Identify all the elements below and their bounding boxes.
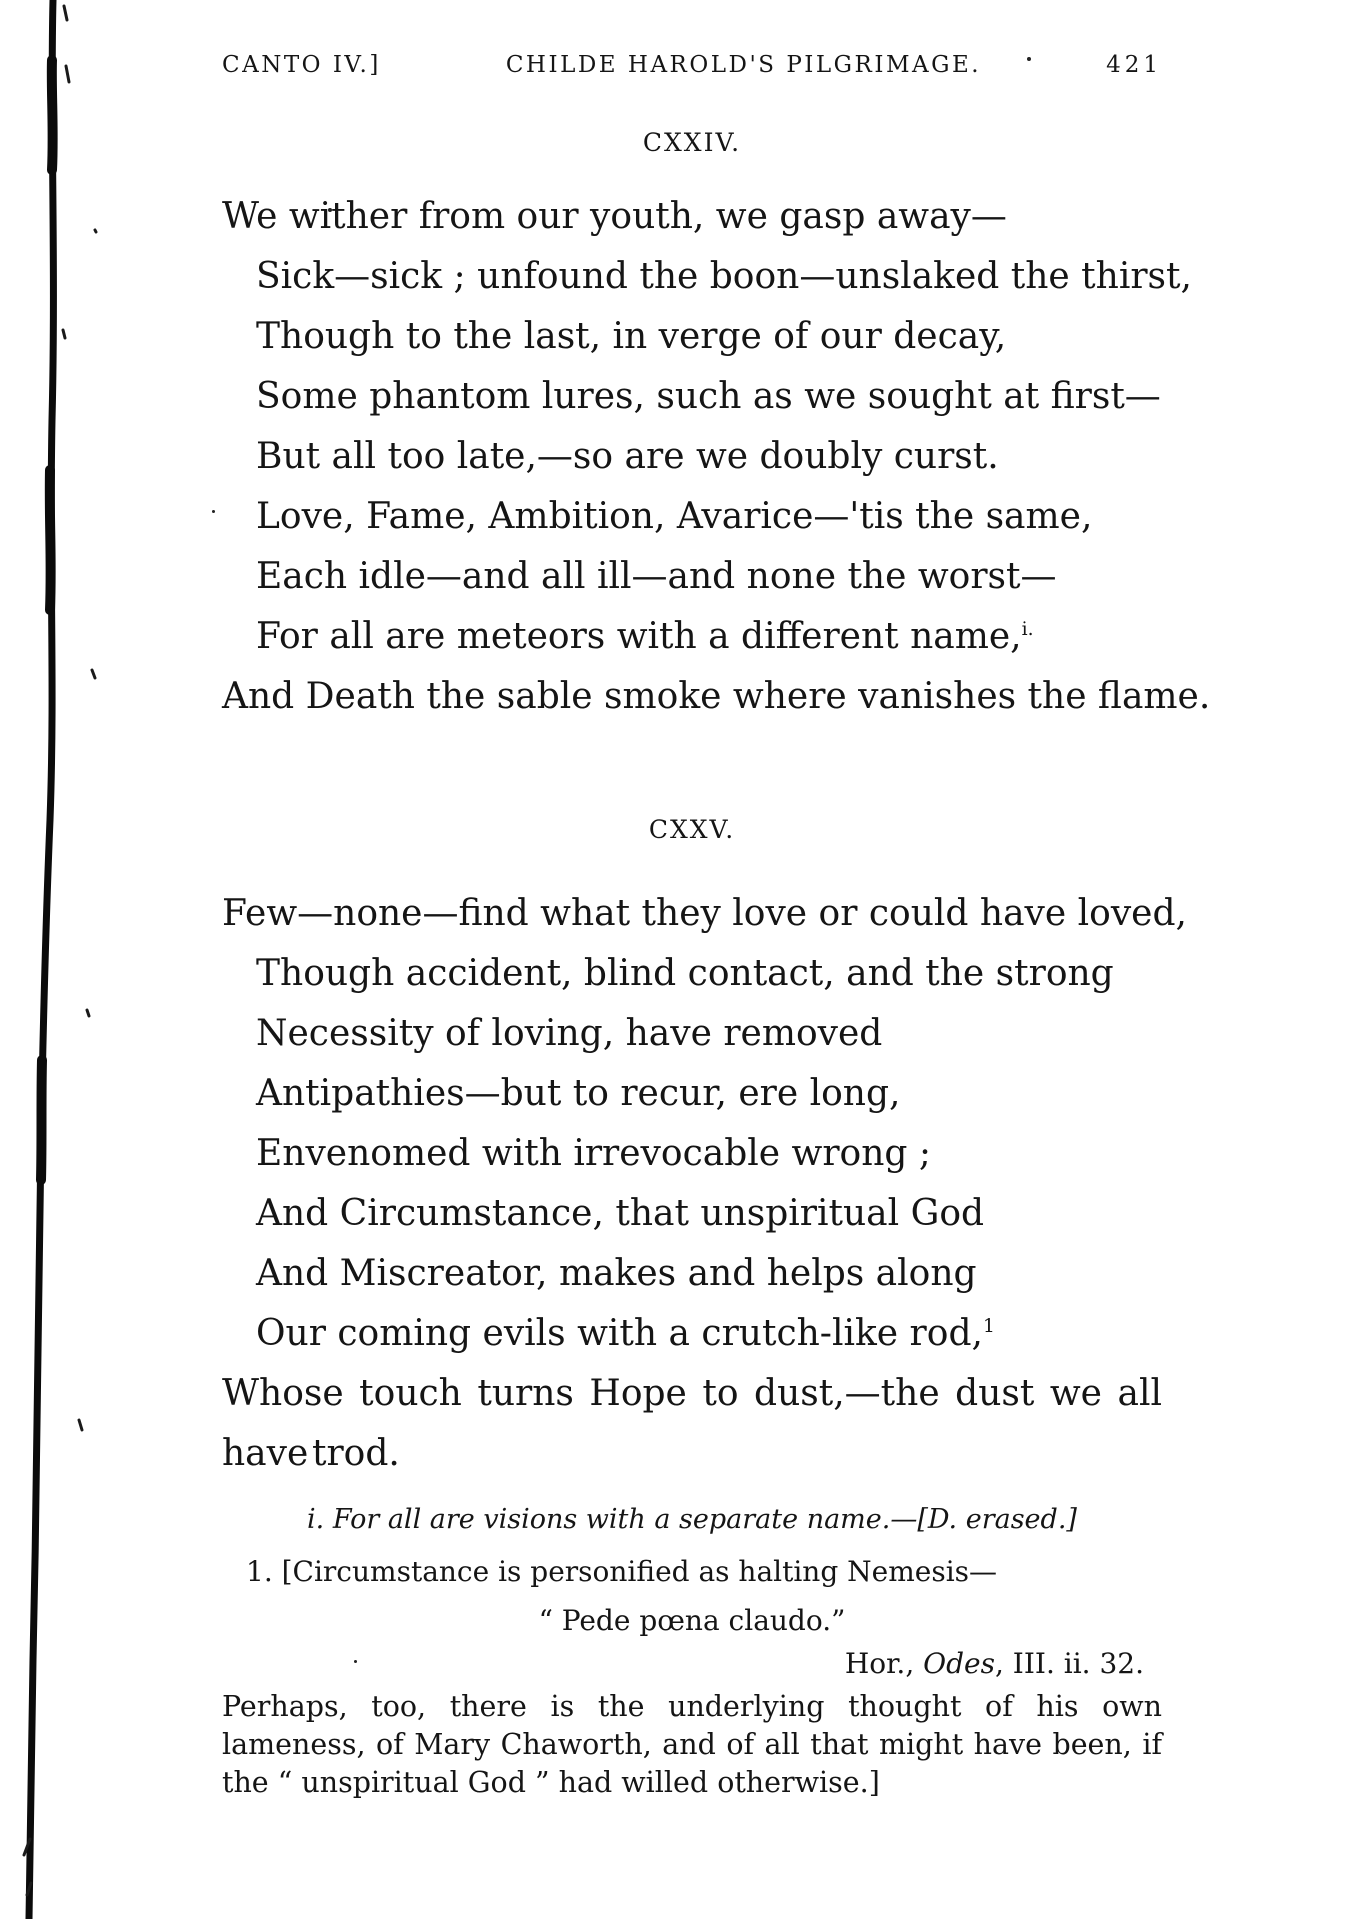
poem-line: Love, Fame, Ambition, Avarice—'tis the same, <box>256 496 1093 537</box>
stanza-heading-cxxv: CXXV. <box>648 815 736 844</box>
poem-line: Though accident, blind contact, and the strong <box>256 953 1114 994</box>
poem-line: Sick—sick ; unfound the boon—unslaked the thirst, <box>256 256 1192 297</box>
poem-line: Antipathies—but to recur, ere long, <box>256 1073 901 1114</box>
book-binding-edge <box>0 0 130 1919</box>
footnote-1-text: 1. [Circumstance is personified as halting Nemesis— <box>246 1555 998 1588</box>
poem-line: Few—none—find what they love or could have loved, <box>222 893 1187 934</box>
footnote-attribution: Hor., Odes, III. ii. 32. <box>844 1647 1144 1680</box>
book-page <box>222 52 1211 1802</box>
poem-line: Some phantom lures, such as we sought at first— <box>256 376 1161 417</box>
footnote-1-paragraph: Perhaps, too, there is the underlying thought of his own lameness, of Mary Chaworth, and of all that might have been, if the “ unspiritual God ” had willed otherwise.] <box>222 1690 1162 1799</box>
footnote-variant-i: i. For all are visions with a separate name.—[D. erased.] <box>307 1504 1077 1535</box>
scan-speck <box>212 510 215 513</box>
poem-line: Though to the last, in verge of our decay, <box>256 316 1007 357</box>
footnote-latin-quote: “ Pede pœna claudo.” <box>538 1604 846 1637</box>
poem-line: Our coming evils with a crutch-like rod,$^1$ <box>256 1313 995 1354</box>
poem-line: And Miscreator, makes and helps along <box>256 1253 977 1294</box>
stanza-cxxiv <box>222 187 1211 727</box>
stanza-cxxv <box>222 884 1187 1484</box>
poem-line: Each idle—and all ill—and none the worst— <box>256 556 1057 597</box>
work-title-odes: Odes <box>923 1647 995 1680</box>
footnotes-section <box>222 1500 1162 1802</box>
canto-label: CANTO IV.] <box>222 52 381 78</box>
running-head <box>222 52 1162 78</box>
poem-line: Whose touch turns Hope to dust,—the dust we all have <box>222 1373 1162 1474</box>
poem-line: And Circumstance, that unspiritual God <box>256 1193 985 1234</box>
poem-line: We wither from our youth, we gasp away— <box>222 196 1007 237</box>
poem-line: trod. <box>312 1433 400 1474</box>
poem-line: Necessity of loving, have removed <box>256 1013 883 1054</box>
poem-line: Envenomed with irrevocable wrong ; <box>256 1133 931 1174</box>
poem-line: And Death the sable smoke where vanishes the flame. <box>222 676 1211 717</box>
footnote-marker-i: i. <box>1021 619 1034 640</box>
stanza-heading-cxxiv: CXXIV. <box>642 128 742 157</box>
poem-line: For all are meteors with a different name,$^{i.}$ <box>256 616 1034 657</box>
poem-line: But all too late,—so are we doubly curst. <box>256 436 999 477</box>
footnote-marker-1: 1 <box>982 1316 995 1337</box>
page-number: 421 <box>1106 52 1162 78</box>
page-title: CHILDE HAROLD'S PILGRIMAGE. <box>505 52 982 78</box>
